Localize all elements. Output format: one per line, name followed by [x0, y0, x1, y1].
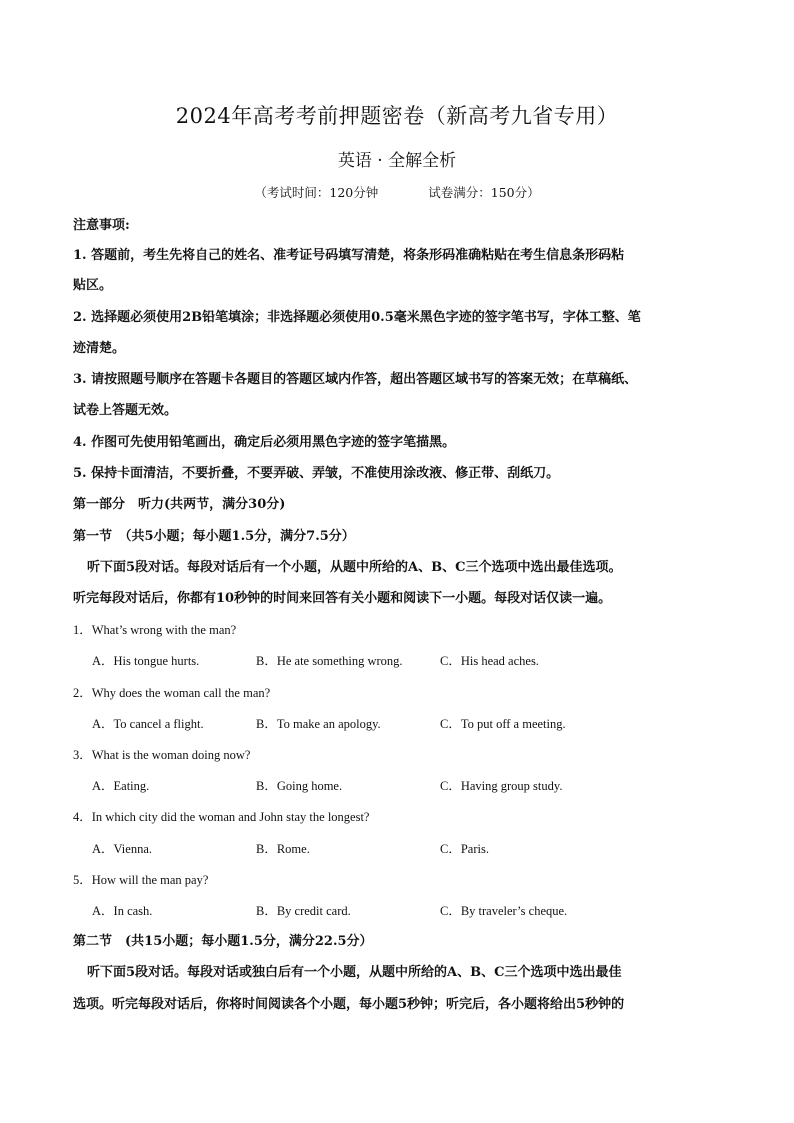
page-subtitle: 英语 · 全解全析 [337, 151, 457, 171]
question-5: 5．How will the man pay? [73, 873, 209, 887]
question-1-option-c: C．His head aches. [440, 654, 539, 668]
section1-instructions-line-2: 听完每段对话后，你都有10秒钟的时间来回答有关小题和阅读下一小题。每段对话仅读一遍。 [73, 591, 612, 606]
question-1: 1．What’s wrong with the man? [73, 623, 237, 637]
question-2: 2．Why does the woman call the man? [73, 686, 271, 700]
note-item-4: 4. 作图可先使用铅笔画出，确定后必须用黑色字迹的签字笔描黑。 [73, 435, 456, 450]
question-2-option-c: C．To put off a meeting. [440, 717, 566, 731]
question-1-option-a: A．His tongue hurts. [92, 654, 200, 668]
note-item-2-line-2: 迹清楚。 [73, 341, 126, 356]
section2-instructions-line-2: 选项。听完每段对话后，你将时间阅读各个小题，每小题5秒钟；听完后，各小题将给出5秒钟的 [73, 997, 625, 1012]
note-item-1-line-1: 1. 答题前，考生先将自己的姓名、准考证号码填写清楚，将条形码准确粘贴在考生信息条形码粘 [73, 248, 625, 263]
note-item-2-line-1: 2. 选择题必须使用2B铅笔填涂；非选择题必须使用0.5毫米黑色字迹的签字笔书写，字体工整、笔 [73, 310, 641, 325]
exam-meta [0, 183, 794, 201]
part1-heading: 第一部分 听力(共两节，满分30分) [73, 497, 286, 512]
question-3-option-c: C．Having group study. [440, 779, 563, 793]
question-2-option-a: A．To cancel a flight. [92, 717, 204, 731]
note-item-3-line-2: 试卷上答题无效。 [73, 403, 178, 418]
exam-time: （考试时间：120分钟 [254, 185, 379, 200]
question-2-option-b: B．To make an apology. [256, 717, 381, 731]
note-item-3-line-1: 3. 请按照题号顺序在答题卡各题目的答题区域内作答，超出答题区域书写的答案无效；在草稿纸、 [73, 372, 638, 387]
question-4-option-c: C．Paris. [440, 842, 489, 856]
question-5-option-b: B．By credit card. [256, 904, 351, 918]
full-score: 试卷满分：150分） [428, 185, 540, 200]
section1-instructions-line-1: 听下面5段对话。每段对话后有一个小题，从题中所给的A、B、C三个选项中选出最佳选项。 [87, 560, 622, 575]
question-4-option-a: A．Vienna. [92, 842, 152, 856]
question-5-option-a: A．In cash. [92, 904, 153, 918]
notes-heading: 注意事项: [73, 218, 130, 233]
note-item-5: 5. 保持卡面清洁，不要折叠，不要弄破、弄皱，不准使用涂改液、修正带、刮纸刀。 [73, 466, 560, 481]
question-4-option-b: B．Rome. [256, 842, 310, 856]
question-3-option-b: B．Going home. [256, 779, 343, 793]
page-title: 2024年高考考前押题密卷（新高考九省专用） [175, 104, 619, 128]
question-5-option-c: C．By traveler’s cheque. [440, 904, 568, 918]
section1-heading: 第一节 （共5小题；每小题1.5分，满分7.5分） [73, 529, 355, 544]
section2-instructions-line-1: 听下面5段对话。每段对话或独白后有一个小题，从题中所给的A、B、C三个选项中选出最佳 [87, 965, 622, 980]
note-item-1-line-2: 贴区。 [73, 278, 113, 293]
question-3: 3．What is the woman doing now? [73, 748, 251, 762]
question-1-option-b: B．He ate something wrong. [256, 654, 403, 668]
section2-heading: 第二节 (共15小题；每小题1.5分，满分22.5分） [73, 934, 373, 949]
question-3-option-a: A．Eating. [92, 779, 150, 793]
question-4: 4．In which city did the woman and John stay the longest? [73, 810, 370, 824]
